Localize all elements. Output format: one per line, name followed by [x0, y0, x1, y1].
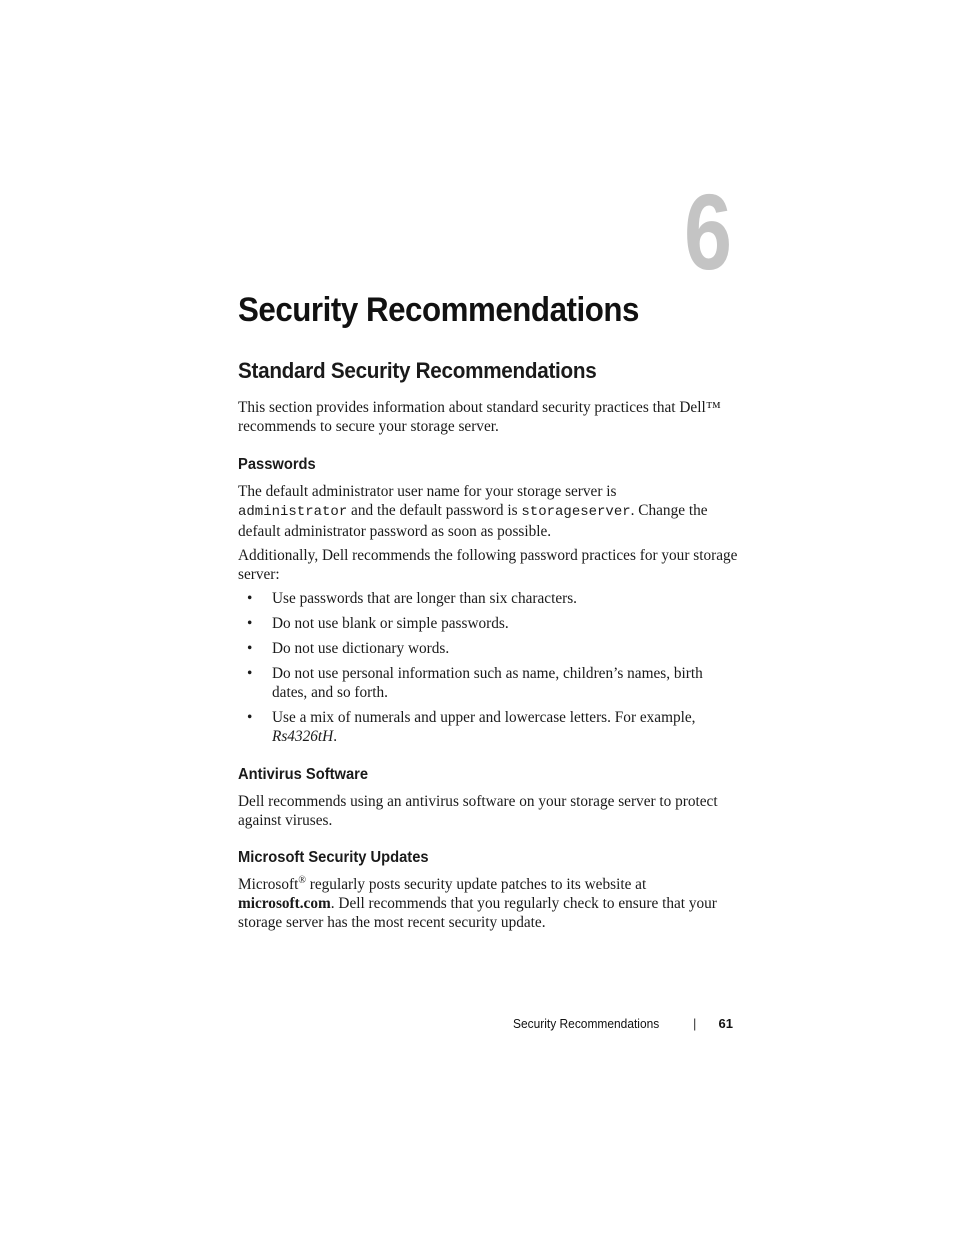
- microsoft-link[interactable]: microsoft.com: [238, 895, 331, 912]
- list-item-text: Do not use dictionary words.: [272, 640, 450, 657]
- ms-updates-paragraph: [238, 875, 738, 932]
- footer-title: Security Recommendations: [513, 1016, 660, 1031]
- passwords-p1-text-3: . Change the default administrator password as soon as possible.: [238, 502, 708, 540]
- chapter-title: Security Recommendations: [238, 291, 639, 329]
- section-title: Standard Security Recommendations: [238, 358, 597, 383]
- antivirus-paragraph: Dell recommends using an antivirus software on your storage server to protect against viruses.: [238, 793, 718, 829]
- bullet-icon: •: [247, 640, 253, 657]
- list-item-text: Use a mix of numerals and upper and lowercase letters. For example,: [272, 709, 696, 726]
- antivirus-heading: Antivirus Software: [238, 766, 369, 783]
- list-item: [238, 708, 738, 746]
- page-footer: [513, 1014, 735, 1036]
- password-practices-list: [238, 589, 738, 746]
- registered-mark: ®: [298, 874, 306, 886]
- default-password: storageserver: [521, 504, 631, 520]
- passwords-p1-text-1: The default administrator user name for your storage server is: [238, 483, 617, 500]
- list-item-text: Use passwords that are longer than six characters.: [272, 590, 577, 607]
- chapter-number: 6: [683, 171, 733, 292]
- list-item: [238, 614, 738, 633]
- list-item-text: Do not use personal information such as name, children’s names, birth dates, and so forth.: [272, 665, 703, 701]
- passwords-paragraph-1: [238, 482, 738, 541]
- passwords-p1-text-2: and the default password is: [347, 502, 522, 519]
- page-body: [238, 356, 738, 937]
- list-item: [238, 589, 738, 608]
- list-item: [238, 664, 738, 702]
- bullet-icon: •: [247, 709, 253, 726]
- list-item-end: .: [333, 728, 338, 745]
- bullet-icon: •: [247, 590, 253, 607]
- ms-updates-text-2: regularly posts security update patches to its website at: [305, 876, 647, 893]
- ms-updates-heading: Microsoft Security Updates: [238, 849, 429, 866]
- passwords-heading: Passwords: [238, 456, 316, 473]
- section-intro: This section provides information about standard security practices that Dell™ recommends to secure your storage server.: [238, 399, 721, 435]
- ms-updates-text-1: Microsoft: [238, 876, 299, 893]
- passwords-paragraph-2: Additionally, Dell recommends the following password practices for your storage server:: [238, 547, 738, 583]
- default-username: administrator: [238, 504, 348, 520]
- ms-updates-text-3: . Dell recommends that you regularly check to ensure that your storage server has the most recent security update.: [238, 895, 717, 931]
- footer-separator: |: [693, 1016, 697, 1031]
- list-item-text: Do not use blank or simple passwords.: [272, 615, 509, 632]
- list-item: [238, 639, 738, 658]
- bullet-icon: •: [247, 665, 253, 682]
- bullet-icon: •: [247, 615, 253, 632]
- password-example: Rs4326tH: [272, 728, 334, 745]
- page-number: 61: [718, 1016, 733, 1031]
